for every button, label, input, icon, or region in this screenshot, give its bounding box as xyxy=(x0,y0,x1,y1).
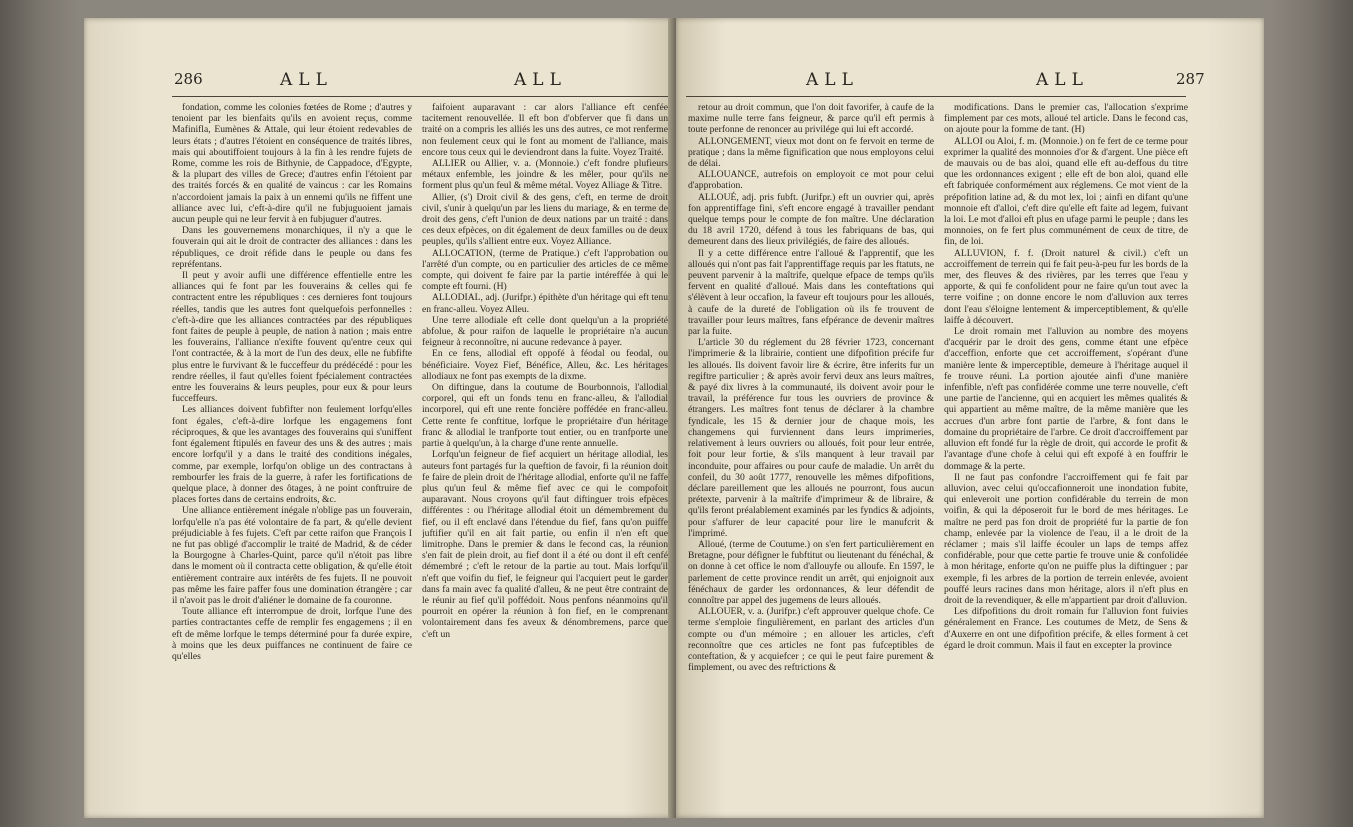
right-page-column-1 xyxy=(688,102,934,802)
left-page xyxy=(84,18,676,818)
paragraph: fondation, comme les colonies fœtées de Rome ; d'autres y tenoient par les bienfaits qu'ils en avoient reçus, comme Mafinifla, Eumènes & Attale, qui leur étoient redevables de leurs états ; d'autres l'étoient en conséquence de traités libres, mais qui aboutiffoient toujours à la fin à les rendre fujets de Rome, comme les rois de Bithynie, de Cappadoce, d'Egypte, & la plupart des villes de Grece; d'autres enfin l'étoient par des traités forcés & en qualité de vaincus : car les Romains n'accordoient jamais la paix à un ennemi qu'ils ne fiffent une alliance avec lui, c'eft-à-dire qu'il ne fubjuguoient jamais aucun peuple qui ne leur fervit à en fubjuguer d'autres. xyxy=(172,102,412,226)
paragraph: Il ne faut pas confondre l'accroiffement qui fe fait par alluvion, avec celui qu'occafionneroit une inondation fubite, qui enleveroit une portion confidérable du terrein de mon voifin, & qui la déposeroit fur le bord de mes héritages. Le maître ne perd pas fon droit de propriété fur la partie de fon champ, enlevée par la violence de l'eau, il a le droit de la réclamer ; mais s'il laiffe écouler un laps de temps affez confidérable, pour que cette partie fe trouve unie & confolidée à mon héritage, enforte qu'on ne puiffe plus la diftinguer ; par exemple, fi les arbres de la portion de terrein enlevée, avoient pouffé leurs racines dans mon héritage, alors il n'eft plus en droit de la revendiquer, & elle m'appartient par droit d'alluvion. xyxy=(944,471,1188,606)
paragraph: En ce fens, allodial eft oppofé à féodal ou feodal, ou bénéficiaire. Voyez Fief, Bénéfice, Alleu, &c. Les héritages allodiaux ne font pas exempts de la dixme. xyxy=(422,348,668,382)
paragraph: ALLOUÉ, adj. pris fubft. (Jurifpr.) eft un ouvrier qui, après fon apprentiffage fini, s'eft encore engagé à travailler pendant quelque temps pour le compte de fon maître. Une déclaration du 18 avril 1720, défend à tous les fabriquans de bas, qui demeurent dans des lieux privilégiés, de faire des alloués. xyxy=(688,191,934,248)
page-number-right: 287 xyxy=(1176,70,1205,88)
paragraph: Une terre allodiale eft celle dont quelqu'un a la propriété abfolue, & pour raifon de laquelle le propriétaire n'a aucun feigneur à reconnoître, ni aucune redevance à payer. xyxy=(422,314,668,349)
paragraph: ALLOUANCE, autrefois on employoit ce mot pour celui d'approbation. xyxy=(688,169,934,192)
left-page-column-1 xyxy=(172,102,412,802)
left-page-column-2 xyxy=(422,102,668,802)
left-page-header xyxy=(84,70,676,98)
paragraph: ALLONGEMENT, vieux mot dont on fe fervoit en terme de pratique ; dans la même fignification que nous employons celui de délai. xyxy=(688,135,934,170)
paragraph: Dans les gouvernemens monarchiques, il n'y a que le fouverain qui ait le droit de contracter des alliances : dans les républiques, ce droit réfide dans le peuple ou dans fes repréfentans. xyxy=(172,225,412,270)
paragraph: Il peut y avoir aufli une différence effentielle entre les alliances qui fe font par les fouverains & celles qui fe contractent entre les républiques : ces dernieres font toujours réelles, tandis que les autres font quelquefois perfonnelles : c'eft-à-dire que les alliances contractées par des républiques font faites de peuple à peuple, de nation à nation ; mais entre les fouverains, l'alliance n'exifte fouvent qu'entre ceux qui l'ont contractée, & à la mort de l'un des deux, elle ne fubfifte plus entre le furvivant & le fucceffeur du prédécédé : pour les rendre réelles, il faut qu'elles foient fpécialement contractées entre les fouverains & leurs peuples, pour eux & pour leurs fucceffeurs. xyxy=(172,270,412,405)
running-head-right-col1: ALL xyxy=(806,70,859,90)
right-page-column-2 xyxy=(944,102,1188,802)
paragraph: ALLOI ou Aloi, f. m. (Monnoie.) on fe fert de ce terme pour exprimer la qualité des monnoies d'or & d'argent. Une pièce eft de mauvais ou de bas aloi, quand elle eft au-deffous du titre que les ordonnances exigent ; elle eft de bon aloi, quand elle eft fabriquée conformément aux réglemens. Ce mot vient de la prépofition latine ad, & du mot lex, loi ; ainfi en difant qu'une monnoie eft d'alloi, c'eft dire qu'elle eft faite ad legem, fuivant la loi. Le mot d'alloi eft plus en ufage parmi le peuple ; dans les monnoies, on fe fert plus communément de ceux de titre, de fin, de loi. xyxy=(944,135,1188,248)
page-number-left: 286 xyxy=(174,70,203,88)
paragraph: Lorfqu'un feigneur de fief acquiert un héritage allodial, les auteurs font partagés fur la queftion de favoir, fi la réunion doit fe faire de plein droit de l'héritage allodial, enforte qu'il ne faffe plus qu'un feul & même fief avec ce qui le compofoit auparavant. Nous croyons qu'il faut diftinguer trois efpèces différentes : ou l'héritage allodial étoit un démembrement du fief, ou il eft enclavé dans l'étendue du fief, fans qu'on puiffe juftifier qu'il en ait fait partie, ou enfin il n'en eft que limitrophe. Dans le premier & dans le fecond cas, la réunion s'en fait de plein droit, au fief dont il a été ou dont il eft cenfé démembré ; c'eft le retour de la partie au tout. Mais lorfqu'il n'eft que voifin du fief, le feigneur qui l'acquiert peut le garder dans fa main avec fa qualité d'alleu, & ne peut être contraint de le réunir au fief qu'il poffédoit. Nous penfons néanmoins qu'il pourroit en opérer la réunion à fon fief, en le comprenant volontairement dans fes aveux & dénombremens, parce que c'eft un xyxy=(422,449,668,640)
right-page-header xyxy=(676,70,1264,98)
paragraph: ALLOCATION, (terme de Pratique.) c'eft l'approbation ou l'arrêté d'un compte, ou en particulier des articles de ce même compte, qui doivent fe faire par la partie intéreffée à qui le compte eft fourni. (H) xyxy=(422,247,668,293)
paragraph: ALLODIAL, adj. (Jurifpr.) épithète d'un héritage qui eft tenu en franc-alleu. Voyez Alleu. xyxy=(422,292,668,315)
header-rule xyxy=(686,96,1186,97)
paragraph: modifications. Dans le premier cas, l'allocation s'exprime fimplement par ces mots, alloué tel article. Dans le fecond cas, on ajoute pour la fomme de tant. (H) xyxy=(944,102,1188,136)
running-head-left-col2: ALL xyxy=(514,70,567,90)
right-page xyxy=(676,18,1264,818)
paragraph: Alloué, (terme de Coutume.) on s'en fert particulièrement en Bretagne, pour défigner le fubftitut ou lieutenant du fénéchal, & on donne à cet office le nom d'allouyfe ou alloufe. En 1597, le parlement de cette province rendit un arrêt, qui enjoignoit aux fénéchaux de garder les ordonnances, & leur défendit de connoître par appel des jugemens de leurs alloués. xyxy=(688,538,934,606)
paragraph: ALLUVION, f. f. (Droit naturel & civil.) c'eft un accroiffement de terrein qui fe fait peu-à-peu fur les bords de la mer, des fleuves & des rivières, par les terres que l'eau y apporte, & qui fe confolident pour ne faire qu'un tout avec la terre voifine ; on donne encore le nom d'alluvion aux terres dont l'eau s'éloigne lentement & imperceptiblement, & qu'elle laiffe à découvert. xyxy=(944,247,1188,326)
running-head-right-col2: ALL xyxy=(1036,70,1089,90)
paragraph: L'article 30 du réglement du 28 février 1723, concernant l'imprimerie & la librairie, contient une difpofition précife fur les alloués. Ils doivent favoir lire & écrire, être inferits fur un regiftre particulier ; & après avoir fervi deux ans leurs maîtres, & payé dix livres à la communauté, ils doivent avoir pour le travail, la préférence fur tous les ouvriers de province & étrangers. Les maîtres font tenus de déclarer à la chambre fyndicale, les 15 & dernier jour de chaque mois, les changemens qui furviennent dans leurs imprimeries, relativement à leurs ouvriers ou alloués, foit pour leur entrée, foit pour leur fortie, & s'ils manquent à leur travail par inconduite, pour affaires ou pour caufe de maladie. Un arrêt du confeil, du 30 août 1777, renouvelle les mêmes difpofitions, déclare pareillement que les alloués ne pourront, fous aucun prétexte, parvenir à la maîtrife d'imprimeur & de libraire, & qu'ils feront préalablement examinés par les fyndics & adjoints, pour s'affurer de leur capacité pour lire le manufcrit & l'imprimé. xyxy=(688,337,934,539)
paragraph: Allier, (s') Droit civil & des gens, c'eft, en terme de droit civil, s'unir à quelqu'un par les liens du mariage, & en terme de droit des gens, c'eft l'union de deux nations par un traité : dans ces deux efpèces, on dit également de deux familles ou de deux peuples, qu'ils s'allient entre eux. Voyez Alliance. xyxy=(422,191,668,248)
paragraph: On diftingue, dans la coutume de Bourbonnois, l'allodial corporel, qui eft un fonds tenu en franc-alleu, & l'allodial incorporel, qui eft une rente foncière poffédée en franc-alleu. Cette rente fe conftitue, lorfque le propriétaire d'un héritage franc & allodial le tranfporte tout entier, ou en tranfporte une partie à quelqu'un, à la charge d'une rente annuelle. xyxy=(422,382,668,450)
paragraph: Les difpofitions du droit romain fur l'alluvion font fuivies généralement en France. Les coutumes de Metz, de Sens & d'Auxerre en ont une difpofition précife, & elles forment à cet égard le droit commun. Mais il faut en excepter la province xyxy=(944,606,1188,651)
paragraph: Une alliance entièrement inégale n'oblige pas un fouverain, lorfqu'elle n'a pas été volontaire de fa part, & qu'elle devient préjudiciable à fes fujets. C'eft par cette raifon que François I ne fut pas obligé d'accomplir le traité de Madrid, & de céder la Bourgogne à Charles-Quint, parce qu'il n'étoit pas libre dans le moment où il contracta cette obligation, & qu'elle étoit entièrement contraire aux intérêts de fes fujets. Il ne pouvoit pas même les faire paffer fous une domination étrangère ; car il n'avoit pas le droit d'aliéner le domaine de fa couronne. xyxy=(172,505,412,606)
paragraph: Les alliances doivent fubfifter non feulement lorfqu'elles font égales, c'eft-à-dire lorfque les engagemens font réciproques, & que les avantages des fouverains qui s'uniffent font également ftipulés en faveur des uns & des autres ; mais encore lorfqu'il y a dans le traité des conditions inégales, comme, par exemple, lorfqu'on oblige un des contractans à rembourfer les frais de la guerre, à rafer les fortifications de quelque place, à donner des ôtages, à ne point conftruire de places fortes dans de certains endroits, &c. xyxy=(172,404,412,506)
paragraph: Il y a cette différence entre l'alloué & l'apprentif, que les alloués qui n'ont pas fait l'apprentiffage requis par les ftatuts, ne peuvent parvenir à la maîtrife, quelque efpace de temps qu'ils fervent en qualité d'alloué. Mais dans les conteftations qui s'élèvent à leur occafion, la faveur eft toujours pour les alloués, à caufe de la dureté de l'obligation où ils fe trouvent de travailler pour leurs maîtres, fans efpérance de devenir maîtres par la fuite. xyxy=(688,247,934,338)
running-head-left-col1: ALL xyxy=(280,70,333,90)
paragraph: ALLIER ou Allier, v. a. (Monnoie.) c'eft fondre plufieurs métaux enfemble, les joindre & les mêler, pour qu'ils ne forment plus qu'un feul & même métal. Voyez Alliage & Titre. xyxy=(422,158,668,192)
paragraph: retour au droit commun, que l'on doit favorifer, à caufe de la maxime nulle terre fans feigneur, & parce qu'il eft permis à toute perfonne de renoncer au privilége qui lui eft accordé. xyxy=(688,102,934,136)
paragraph: Le droit romain met l'alluvion au nombre des moyens d'acquérir par le droit des gens, comme étant une efpèce d'acceffion, enforte que cet accroiffement, s'opérant d'une manière lente & imperceptible, demeure à l'héritage auquel il fe trouve réuni. La portion ajoutée ainfi d'une manière infenfible, n'eft pas confidérée comme une terre nouvelle, c'eft une partie de l'ancienne, qui en acquiert les mêmes qualités & qui appartient au même maître, de la même manière que les accrues d'un arbre font partie de l'arbre, & font dans le domaine du propriétaire de l'arbre. Ce droit d'accroiffement par alluvion eft fondé fur la règle de droit, qui accorde le profit & l'avantage d'une chofe à celui qui eft expofé à en fouffrir le dommage & la perte. xyxy=(944,326,1188,472)
paragraph: ALLOUER, v. a. (Jurifpr.) c'eft approuver quelque chofe. Ce terme s'emploie fingulièrement, en parlant des articles d'un compte ou d'un mémoire ; en allouer les articles, c'eft reconnoître que ces articles ne font pas fufceptibles de conteftation, & y acquiefcer ; ce qui le peut faire purement & fimplement, ou avec des reftrictions & xyxy=(688,606,934,674)
header-rule xyxy=(172,96,668,97)
paragraph: faifoient auparavant : car alors l'alliance eft cenfée tacitement renouvellée. Il eft bon d'obferver que fi dans un traité on a compris les alliés les uns des autres, ce mot renferme non feulement ceux qui le font au moment de l'alliance, mais encore tous ceux qui le deviendront dans la fuite. Voyez Traité. xyxy=(422,102,668,158)
paragraph: Toute alliance eft interrompue de droit, lorfque l'une des parties contractantes ceffe de remplir fes engagemens ; il en eft de même lorfque le temps déterminé pour fa durée expire, à moins que les deux puiffances ne continuent de faire ce qu'elles xyxy=(172,606,412,662)
